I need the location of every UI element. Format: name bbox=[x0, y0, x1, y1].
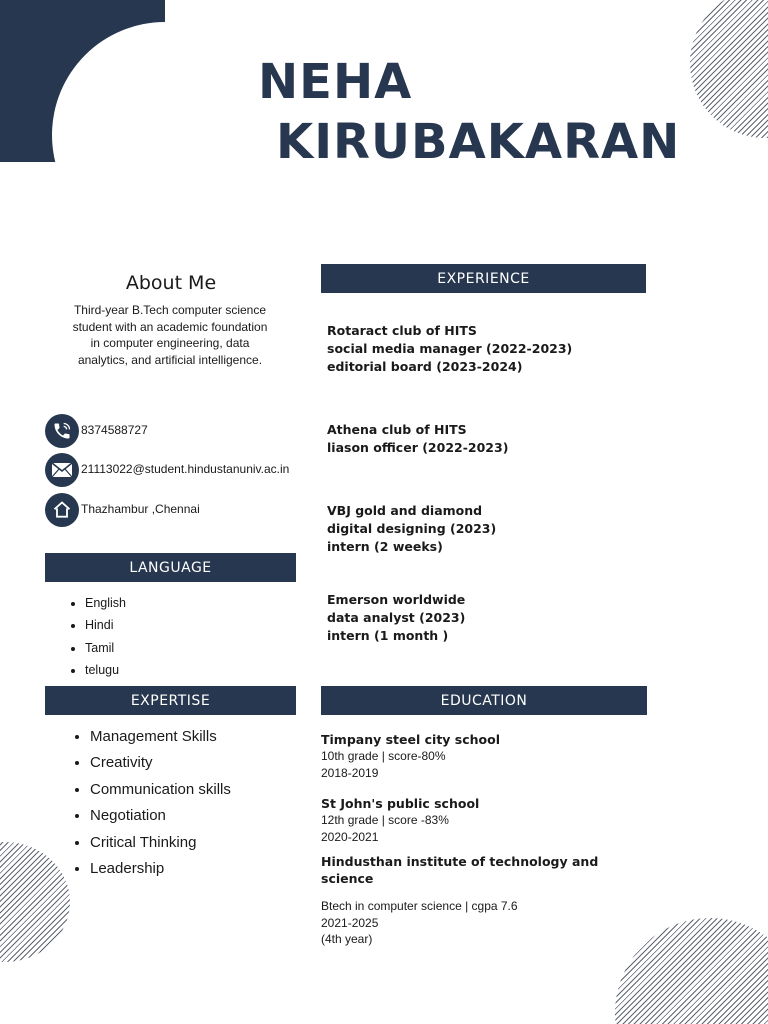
expertise-list bbox=[72, 728, 231, 886]
education-school: St John's public school bbox=[321, 796, 480, 811]
education-detail-line: 2020-2021 bbox=[321, 829, 379, 844]
experience-item bbox=[327, 502, 496, 556]
list-item: • Creativity bbox=[90, 754, 231, 780]
hatched-circle-top-right bbox=[690, 0, 768, 138]
list-item: • telugu bbox=[85, 663, 126, 685]
experience-line: liason officer (2022-2023) bbox=[327, 440, 509, 455]
phone-icon bbox=[45, 414, 79, 448]
experience-line: intern (1 month ) bbox=[327, 628, 449, 643]
experience-item bbox=[327, 421, 508, 457]
education-detail-line: 12th grade | score -83% bbox=[321, 813, 449, 827]
hatched-circle-bottom-right bbox=[615, 918, 768, 1024]
contact-address: Thazhambur ,Chennai bbox=[81, 502, 200, 516]
education-detail-line: 10th grade | score-80% bbox=[321, 749, 446, 763]
list-item: • Leadership bbox=[90, 860, 231, 886]
hatched-circle-bottom-left bbox=[0, 842, 70, 962]
mail-icon bbox=[45, 453, 79, 487]
education-school: Timpany steel city school bbox=[321, 732, 501, 747]
experience-header: EXPERIENCE bbox=[321, 264, 646, 293]
contact-email[interactable]: 21113022@student.hindustanuniv.ac.in bbox=[81, 462, 290, 476]
language-header: LANGUAGE bbox=[45, 553, 296, 582]
about-text: Third-year B.Tech computer science student with an academic foundation in computer engineering, data analytics, and artificial intelligence. bbox=[72, 303, 268, 367]
education-school: Hindusthan institute of technology and science bbox=[321, 854, 599, 886]
name-first: NEHA bbox=[258, 54, 413, 110]
education-detail-line: Btech in computer science | cgpa 7.6 bbox=[321, 899, 518, 913]
expertise-header: EXPERTISE bbox=[45, 686, 296, 715]
list-item: • Management Skills bbox=[90, 728, 231, 754]
experience-line: social media manager (2022-2023) bbox=[327, 341, 573, 356]
about-title: About Me bbox=[125, 272, 217, 294]
list-item: • English bbox=[85, 596, 126, 618]
education-header: EDUCATION bbox=[321, 686, 647, 715]
list-item: • Communication skills bbox=[90, 781, 231, 807]
list-item: • Critical Thinking bbox=[90, 834, 231, 860]
contact-phone: 8374588727 bbox=[81, 423, 148, 437]
experience-line: Athena club of HITS bbox=[327, 422, 467, 437]
education-details bbox=[321, 748, 446, 781]
list-item: • Hindi bbox=[85, 618, 126, 640]
experience-line: editorial board (2023-2024) bbox=[327, 359, 523, 374]
education-details bbox=[321, 812, 449, 845]
list-item: • Tamil bbox=[85, 641, 126, 663]
language-list bbox=[67, 596, 126, 685]
name-last: KIRUBAKARAN bbox=[276, 114, 681, 170]
experience-line: Rotaract club of HITS bbox=[327, 323, 477, 338]
education-details bbox=[321, 898, 518, 948]
home-icon bbox=[45, 493, 79, 527]
experience-line: digital designing (2023) bbox=[327, 521, 497, 536]
education-detail-line: 2018-2019 bbox=[321, 765, 379, 780]
experience-item bbox=[327, 322, 572, 376]
list-item: • Negotiation bbox=[90, 807, 231, 833]
experience-line: data analyst (2023) bbox=[327, 610, 466, 625]
education-detail-line: (4th year) bbox=[321, 932, 373, 946]
experience-line: VBJ gold and diamond bbox=[327, 503, 483, 518]
experience-line: Emerson worldwide bbox=[327, 592, 466, 607]
experience-item bbox=[327, 591, 465, 645]
experience-line: intern (2 weeks) bbox=[327, 539, 443, 554]
corner-decoration-cutout bbox=[52, 22, 278, 248]
education-detail-line: 2021-2025 bbox=[321, 915, 379, 930]
